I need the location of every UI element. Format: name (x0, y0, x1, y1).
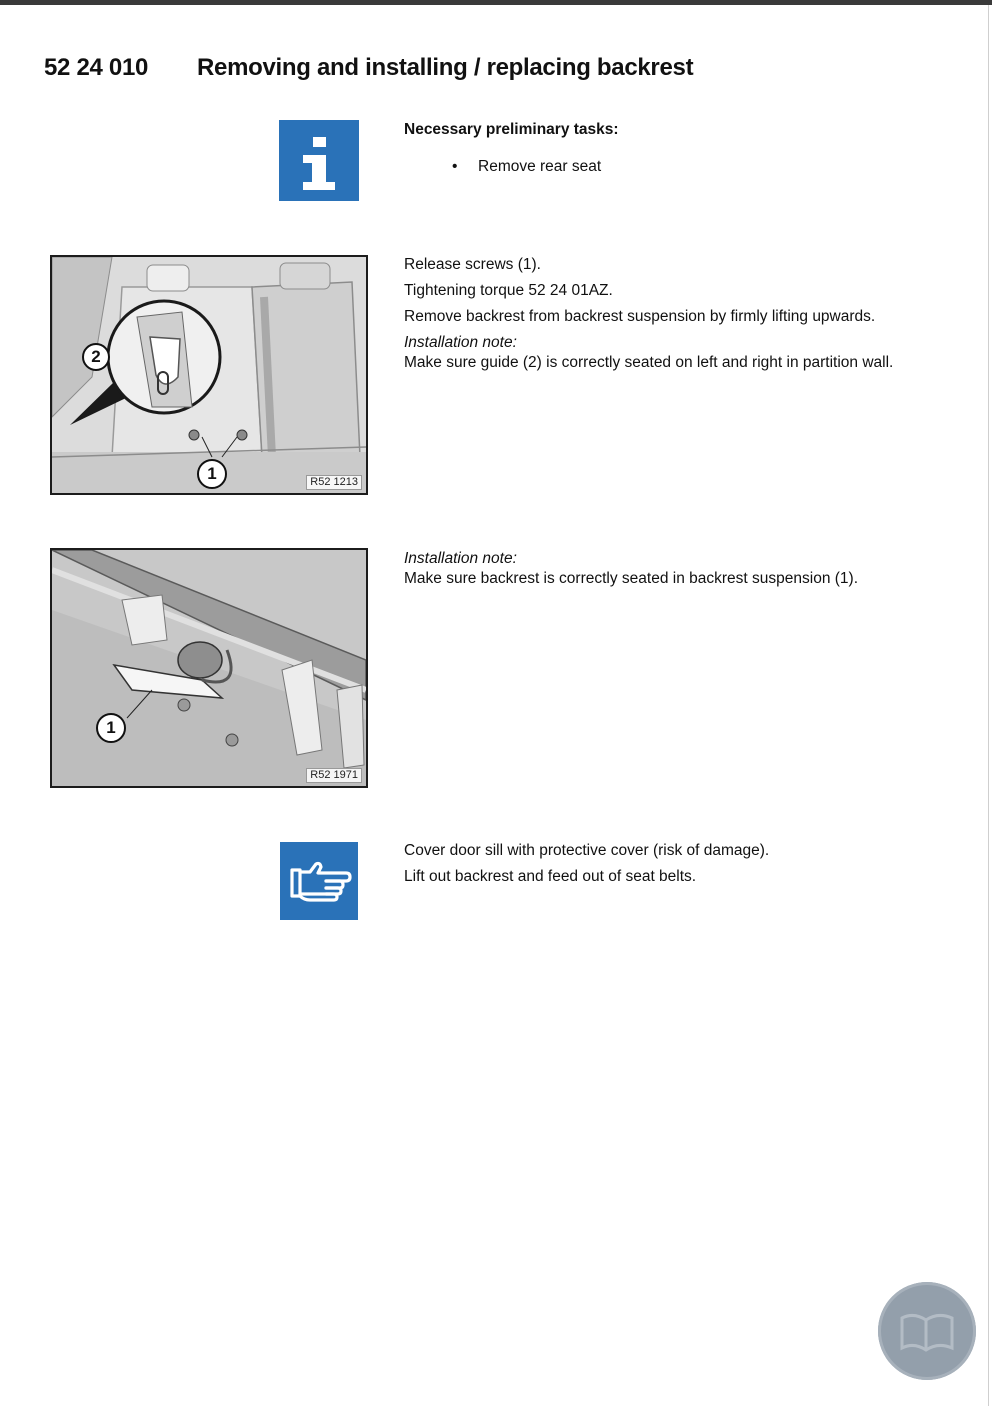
top-border (0, 0, 992, 5)
instruction-line: Lift out backrest and feed out of seat belts. (404, 868, 697, 885)
figure-backrest-suspension (50, 548, 368, 788)
callout-1: 1 (96, 713, 126, 743)
instruction-line: Cover door sill with protective cover (risk of damage). (404, 842, 770, 859)
installation-note-label: Installation note: (404, 550, 517, 567)
figure-code: R52 1971 (306, 768, 362, 783)
callout-2: 2 (82, 343, 110, 371)
list-item: • Remove rear seat (452, 157, 619, 177)
figure-code: R52 1213 (306, 475, 362, 490)
step-release-screws (404, 255, 893, 373)
instruction-line: Remove backrest from backrest suspension by firmly lifting upwards. (404, 308, 876, 325)
procedure-title: Removing and installing / replacing backrest (197, 54, 694, 81)
instruction-line: Release screws (1). (404, 256, 541, 273)
step-installation-note (404, 549, 858, 589)
preliminary-tasks (404, 120, 619, 177)
info-icon (279, 120, 359, 201)
installation-note-text: Make sure backrest is correctly seated in backrest suspension (1). (404, 570, 858, 587)
procedure-number: 52 24 010 (44, 54, 149, 81)
installation-note-label: Installation note: (404, 334, 517, 351)
instruction-line: Tightening torque 52 24 01AZ. (404, 282, 613, 299)
preliminary-heading: Necessary preliminary tasks: (404, 121, 619, 138)
step-protect-door-sill (404, 841, 769, 893)
book-icon[interactable] (878, 1282, 976, 1380)
installation-note-text: Make sure guide (2) is correctly seated on left and right in partition wall. (404, 354, 894, 371)
preliminary-task-list (404, 157, 619, 177)
pointing-hand-icon (280, 842, 358, 920)
right-border (988, 5, 989, 1406)
callout-1: 1 (197, 459, 227, 489)
figure-backrest-screws (50, 255, 368, 495)
